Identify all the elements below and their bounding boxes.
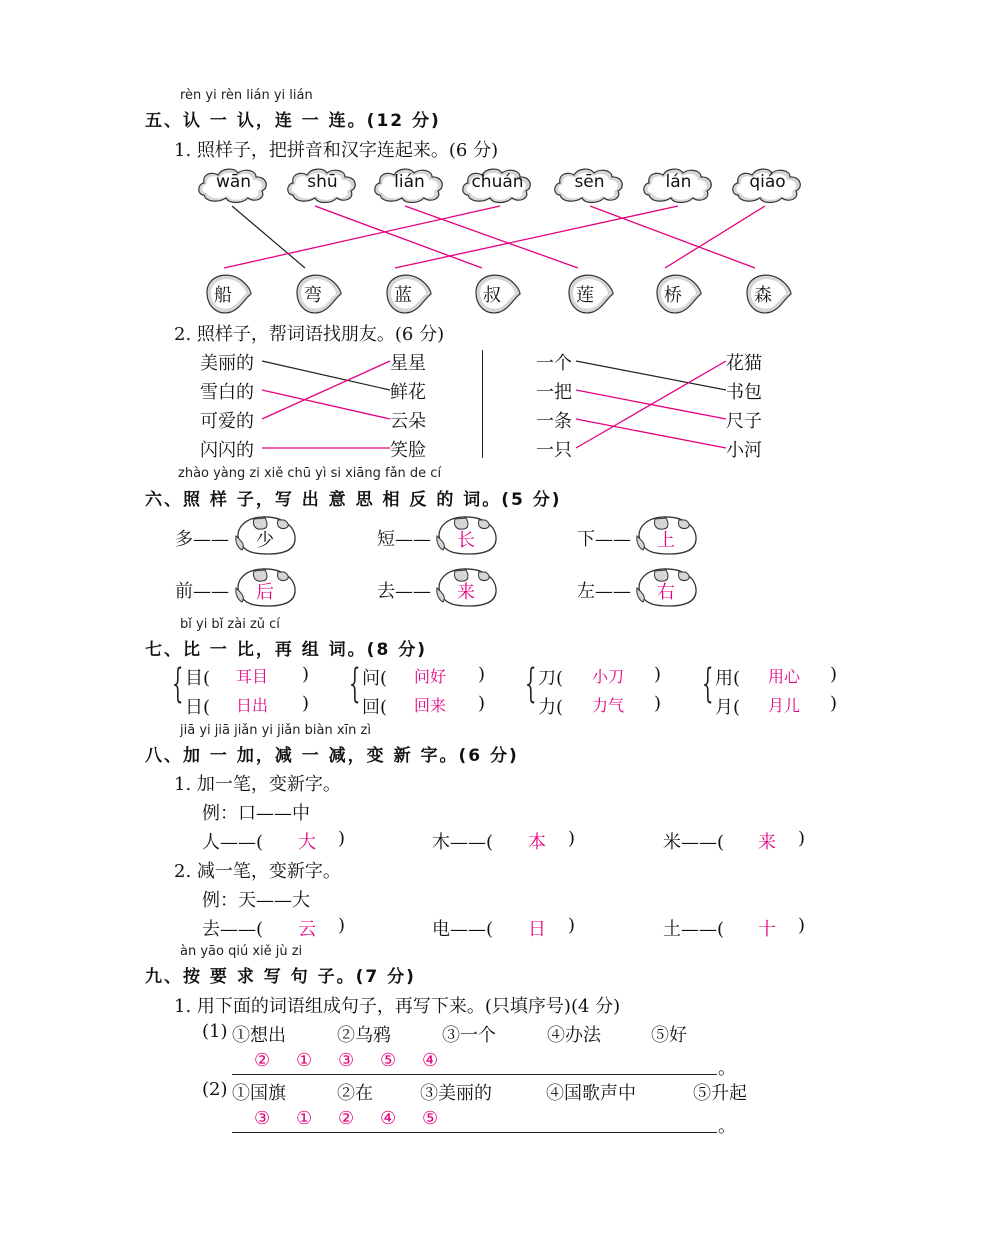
word-left: 美丽的 bbox=[200, 353, 254, 374]
opposite-word: 多—— bbox=[175, 529, 229, 550]
compare-close: ) bbox=[478, 693, 486, 714]
sentence-period: 。 bbox=[718, 1058, 736, 1079]
example-line bbox=[576, 361, 726, 390]
cloud-label: lán bbox=[665, 172, 692, 192]
compare-answer: 月儿 bbox=[768, 696, 801, 715]
example-line bbox=[262, 361, 390, 390]
word-option: ②在 bbox=[337, 1083, 373, 1104]
compare-close: ) bbox=[478, 664, 486, 685]
word-right: 尺子 bbox=[726, 411, 762, 432]
compare-close: ) bbox=[830, 693, 838, 714]
s7-title: 七、比 一 比，再 组 词。(8 分) bbox=[145, 640, 427, 660]
order-answer: ⑤ bbox=[422, 1108, 439, 1129]
answer-mushroom bbox=[232, 566, 298, 610]
cloud-label: wān bbox=[215, 172, 252, 192]
remove-stroke-answer: 日 bbox=[528, 919, 546, 940]
opposite-word: 左—— bbox=[577, 581, 631, 602]
add-stroke-close: ) bbox=[798, 828, 806, 849]
word-right: 书包 bbox=[726, 382, 762, 403]
order-answer: ④ bbox=[380, 1108, 397, 1129]
word-option: ②乌鸦 bbox=[337, 1025, 391, 1046]
compare-answer: 小刀 bbox=[592, 667, 625, 686]
mushroom-answer: 右 bbox=[657, 582, 675, 603]
mushroom-answer: 上 bbox=[657, 530, 675, 551]
compare-close: ) bbox=[654, 664, 662, 685]
s9-title: 九、按 要 求 写 句 子。(7 分) bbox=[145, 967, 416, 987]
leaf-char: 莲 bbox=[576, 285, 594, 306]
brace-icon: { bbox=[525, 661, 537, 707]
mushroom-answer: 少 bbox=[256, 530, 274, 551]
add-stroke-word: 木——( bbox=[432, 832, 494, 853]
s7-pinyin: bǐ yi bǐ zài zǔ cí bbox=[180, 617, 280, 632]
brace-icon: { bbox=[349, 661, 361, 707]
s6-pinyin: zhào yàng zi xiě chū yì si xiāng fǎn de cí bbox=[178, 466, 442, 481]
opposite-word: 去—— bbox=[377, 581, 431, 602]
add-stroke-word: 人——( bbox=[202, 832, 264, 853]
order-answer: ⑤ bbox=[380, 1050, 397, 1071]
opposite-word: 下—— bbox=[577, 529, 631, 550]
answer-mushroom bbox=[633, 514, 699, 558]
word-option: ①国旗 bbox=[232, 1083, 286, 1104]
answer-line bbox=[262, 390, 390, 419]
word-option: ①想出 bbox=[232, 1025, 286, 1046]
compare-char: 日( bbox=[185, 697, 211, 718]
s6-title: 六、照 样 子，写 出 意 思 相 反 的 词。(5 分) bbox=[145, 490, 562, 510]
mushroom-answer: 来 bbox=[457, 582, 475, 603]
remove-stroke-close: ) bbox=[338, 915, 346, 936]
compare-answer: 回来 bbox=[414, 696, 447, 715]
word-right: 笑脸 bbox=[390, 440, 426, 461]
order-answer: ① bbox=[296, 1050, 313, 1071]
s5-q2: 2. 照样子，帮词语找朋友。(6 分) bbox=[174, 324, 445, 345]
remove-stroke-close: ) bbox=[568, 915, 576, 936]
s9-pinyin: àn yāo qiú xiě jù zi bbox=[180, 944, 303, 959]
answer-line bbox=[576, 361, 726, 448]
compare-char: 问( bbox=[362, 668, 388, 689]
cloud-label: shū bbox=[307, 172, 338, 192]
word-option: ③一个 bbox=[442, 1025, 496, 1046]
sentence-period: 。 bbox=[718, 1116, 736, 1137]
s8-example2: 例：天——大 bbox=[202, 890, 310, 911]
brace-icon: { bbox=[702, 661, 714, 707]
remove-stroke-word: 电——( bbox=[432, 919, 494, 940]
add-stroke-answer: 来 bbox=[758, 832, 776, 853]
cloud-label: chuán bbox=[471, 172, 524, 192]
order-answer: ① bbox=[296, 1108, 313, 1129]
word-option: ⑤升起 bbox=[693, 1083, 747, 1104]
s8-example1: 例：口——中 bbox=[202, 803, 310, 824]
word-left: 一个 bbox=[536, 353, 572, 374]
remove-stroke-answer: 十 bbox=[758, 919, 776, 940]
compare-char: 回( bbox=[362, 697, 388, 718]
word-right: 星星 bbox=[390, 353, 426, 374]
compare-char: 目( bbox=[185, 668, 211, 689]
s8-pinyin: jiā yi jiā jiǎn yi jiǎn biàn xīn zì bbox=[180, 723, 371, 738]
remove-stroke-word: 土——( bbox=[663, 919, 725, 940]
part-label: (1) bbox=[202, 1021, 228, 1042]
answer-line bbox=[262, 361, 390, 419]
leaf-char: 森 bbox=[754, 285, 772, 306]
mushroom-answer: 后 bbox=[256, 582, 274, 603]
s8-q2: 2. 减一笔，变新字。 bbox=[174, 861, 341, 882]
word-left: 一只 bbox=[536, 440, 572, 461]
compare-answer: 耳目 bbox=[236, 667, 269, 686]
word-right: 云朵 bbox=[390, 411, 426, 432]
remove-stroke-answer: 云 bbox=[298, 919, 316, 940]
s5-q1: 1. 照样子，把拼音和汉字连起来。(6 分) bbox=[174, 140, 499, 161]
brace-icon: { bbox=[172, 661, 184, 707]
compare-answer: 日出 bbox=[236, 696, 269, 715]
leaf-char: 桥 bbox=[664, 285, 682, 306]
compare-char: 刀( bbox=[538, 668, 564, 689]
word-option: ⑤好 bbox=[651, 1025, 687, 1046]
order-answer: ② bbox=[254, 1050, 271, 1071]
remove-stroke-close: ) bbox=[798, 915, 806, 936]
answer-mushroom bbox=[433, 566, 499, 610]
word-right: 花猫 bbox=[726, 353, 762, 374]
word-option: ④办法 bbox=[547, 1025, 601, 1046]
word-option: ④国歌声中 bbox=[546, 1083, 636, 1104]
part-label: (2) bbox=[202, 1079, 228, 1100]
remove-stroke-word: 去——( bbox=[202, 919, 264, 940]
leaf-char: 船 bbox=[214, 285, 232, 306]
add-stroke-answer: 大 bbox=[298, 832, 316, 853]
compare-close: ) bbox=[302, 693, 310, 714]
add-stroke-word: 米——( bbox=[663, 832, 725, 853]
word-right: 小河 bbox=[726, 440, 762, 461]
word-left: 一条 bbox=[536, 411, 572, 432]
leaf-char: 叔 bbox=[483, 285, 501, 306]
cloud-label: qiáo bbox=[749, 172, 786, 192]
order-answer: ② bbox=[338, 1108, 355, 1129]
answer-line bbox=[576, 419, 726, 448]
word-left: 一把 bbox=[536, 382, 572, 403]
word-left: 闪闪的 bbox=[200, 440, 254, 461]
s8-title: 八、加 一 加，减 一 减，变 新 字。(6 分) bbox=[145, 746, 519, 766]
order-answer: ③ bbox=[338, 1050, 355, 1071]
s8-q1: 1. 加一笔，变新字。 bbox=[174, 774, 341, 795]
s9-q1: 1. 用下面的词语组成句子，再写下来。(只填序号)(4 分) bbox=[174, 996, 621, 1017]
compare-char: 用( bbox=[715, 668, 741, 689]
s5-pinyin: rèn yi rèn lián yi lián bbox=[180, 88, 313, 103]
add-stroke-close: ) bbox=[338, 828, 346, 849]
compare-char: 力( bbox=[538, 697, 564, 718]
add-stroke-answer: 本 bbox=[528, 832, 546, 853]
answer-mushroom bbox=[232, 514, 298, 558]
opposite-word: 前—— bbox=[175, 581, 229, 602]
leaf-char: 弯 bbox=[304, 285, 322, 306]
compare-answer: 力气 bbox=[592, 696, 625, 715]
word-option: ③美丽的 bbox=[420, 1083, 492, 1104]
leaf-char: 蓝 bbox=[394, 285, 412, 306]
compare-close: ) bbox=[654, 693, 662, 714]
answer-mushroom bbox=[433, 514, 499, 558]
order-answer: ④ bbox=[422, 1050, 439, 1071]
compare-char: 月( bbox=[715, 697, 741, 718]
compare-answer: 问好 bbox=[414, 667, 447, 686]
word-left: 可爱的 bbox=[200, 411, 254, 432]
answer-underline bbox=[232, 1074, 717, 1075]
cloud-label: sēn bbox=[574, 172, 605, 192]
mushroom-answer: 长 bbox=[457, 530, 475, 551]
compare-close: ) bbox=[302, 664, 310, 685]
add-stroke-close: ) bbox=[568, 828, 576, 849]
answer-underline bbox=[232, 1132, 717, 1133]
cloud-label: lián bbox=[394, 172, 425, 192]
s5-title: 五、认 一 认，连 一 连。(12 分) bbox=[145, 111, 441, 131]
word-left: 雪白的 bbox=[200, 382, 254, 403]
compare-close: ) bbox=[830, 664, 838, 685]
order-answer: ③ bbox=[254, 1108, 271, 1129]
opposite-word: 短—— bbox=[377, 529, 431, 550]
word-right: 鲜花 bbox=[390, 382, 426, 403]
compare-answer: 用心 bbox=[768, 667, 801, 686]
answer-mushroom bbox=[633, 566, 699, 610]
